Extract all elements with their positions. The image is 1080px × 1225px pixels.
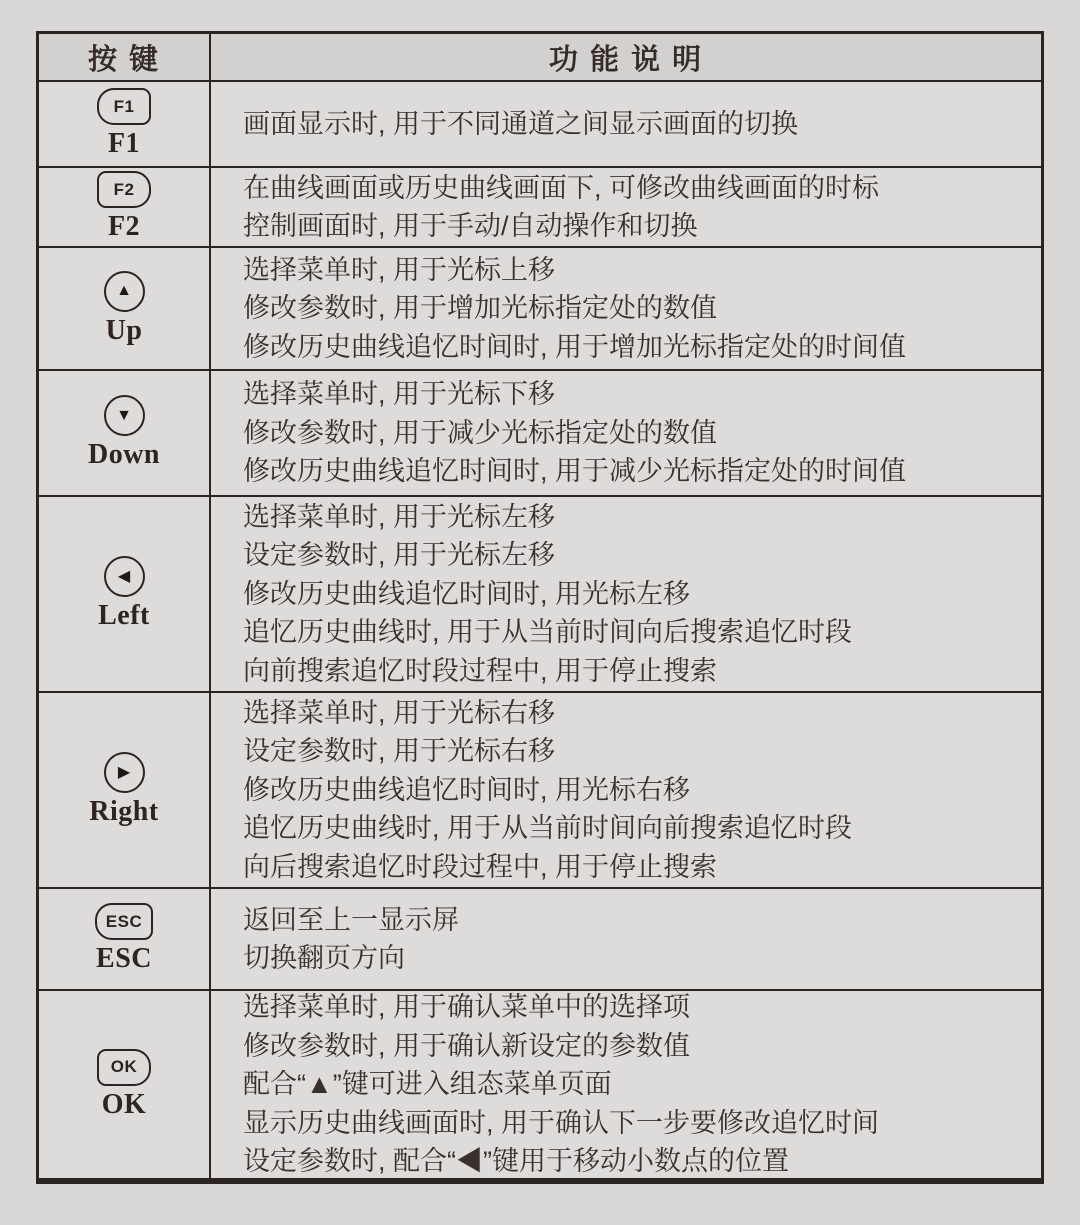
description-line: 修改历史曲线追忆时间时, 用于增加光标指定处的时间值 — [243, 331, 907, 362]
description-line: 向后搜索追忆时段过程中, 用于停止搜索 — [243, 851, 718, 882]
f2-key-label: F2 — [107, 211, 141, 242]
header-key-column: 按 键 — [39, 34, 211, 80]
esc-key-label: ESC — [96, 943, 152, 974]
header-function-column: 功 能 说 明 — [548, 43, 704, 76]
description-line: 向前搜索追忆时段过程中, 用于停止搜索 — [243, 655, 718, 686]
up-key-cell — [39, 248, 211, 369]
table-row-ok — [39, 989, 1041, 1178]
table-row-f1 — [39, 80, 1041, 166]
left-arrow-key-icon: ◀ — [104, 556, 145, 597]
down-key-cell — [39, 371, 211, 495]
right-arrow-key-icon: ▶ — [104, 752, 145, 793]
right-key-cell — [39, 693, 211, 887]
ok-keycap-icon: OK — [97, 1049, 151, 1086]
table-header-row — [39, 34, 1041, 80]
description-line: 修改历史曲线追忆时间时, 用光标右移 — [243, 774, 691, 805]
description-line: 修改参数时, 用于减少光标指定处的数值 — [243, 417, 718, 448]
description-line: 选择菜单时, 用于光标左移 — [243, 501, 556, 532]
description-line: 追忆历史曲线时, 用于从当前时间向后搜索追忆时段 — [243, 617, 853, 648]
description-line: 选择菜单时, 用于确认菜单中的选择项 — [243, 992, 691, 1023]
description-line: 在曲线画面或历史曲线画面下, 可修改曲线画面的时标 — [243, 172, 880, 203]
up-key-label: Up — [105, 314, 143, 346]
left-key-label: Left — [98, 600, 150, 631]
f2-description-cell — [211, 168, 1041, 246]
description-line: 控制画面时, 用于手动/自动操作和切换 — [243, 211, 698, 241]
description-line: 设定参数时, 配合“◀”键用于移动小数点的位置 — [243, 1146, 789, 1177]
esc-key-cell — [39, 889, 211, 989]
description-line: 设定参数时, 用于光标右移 — [243, 736, 556, 767]
f1-key-label: F1 — [107, 128, 141, 159]
right-key-label: Right — [89, 796, 159, 827]
esc-description-cell — [211, 889, 1041, 989]
description-line: 选择菜单时, 用于光标上移 — [243, 254, 556, 285]
description-line: 修改参数时, 用于确认新设定的参数值 — [243, 1030, 691, 1061]
f2-key-cell — [39, 168, 211, 246]
f1-keycap-icon: F1 — [97, 88, 151, 125]
f2-keycap-icon: F2 — [97, 171, 151, 208]
table-row-down — [39, 369, 1041, 495]
ok-key-cell — [39, 991, 211, 1178]
table-row-right — [39, 691, 1041, 887]
description-line: 画面显示时, 用于不同通道之间显示画面的切换 — [243, 108, 799, 139]
down-arrow-key-icon: ▼ — [104, 395, 145, 436]
ok-key-label: OK — [101, 1088, 147, 1120]
description-line: 配合“▲”键可进入组态菜单页面 — [243, 1069, 612, 1100]
table-row-f2 — [39, 166, 1041, 246]
description-line: 选择菜单时, 用于光标右移 — [243, 697, 556, 728]
description-line: 设定参数时, 用于光标左移 — [243, 540, 556, 571]
table-row-left — [39, 495, 1041, 691]
description-line: 返回至上一显示屏 — [243, 904, 459, 935]
f1-description-cell — [211, 82, 1041, 166]
up-arrow-key-icon: ▲ — [104, 271, 145, 312]
down-description-cell — [211, 371, 1041, 495]
right-description-cell — [211, 693, 1041, 887]
down-key-label: Down — [87, 439, 160, 470]
f1-key-cell — [39, 82, 211, 166]
table-row-up — [39, 246, 1041, 369]
description-line: 修改参数时, 用于增加光标指定处的数值 — [243, 293, 718, 324]
description-line: 切换翻页方向 — [243, 943, 405, 973]
description-line: 修改历史曲线追忆时间时, 用光标左移 — [243, 578, 691, 609]
description-line: 选择菜单时, 用于光标下移 — [243, 379, 556, 410]
esc-keycap-icon: ESC — [95, 903, 153, 940]
up-description-cell — [211, 248, 1041, 369]
left-key-cell — [39, 497, 211, 691]
left-description-cell — [211, 497, 1041, 691]
description-line: 显示历史曲线画面时, 用于确认下一步要修改追忆时间 — [243, 1107, 880, 1138]
key-function-table — [36, 31, 1044, 1184]
description-line: 修改历史曲线追忆时间时, 用于减少光标指定处的时间值 — [243, 456, 907, 487]
table-row-esc — [39, 887, 1041, 989]
ok-description-cell — [211, 991, 1041, 1178]
description-line: 追忆历史曲线时, 用于从当前时间向前搜索追忆时段 — [243, 813, 853, 844]
